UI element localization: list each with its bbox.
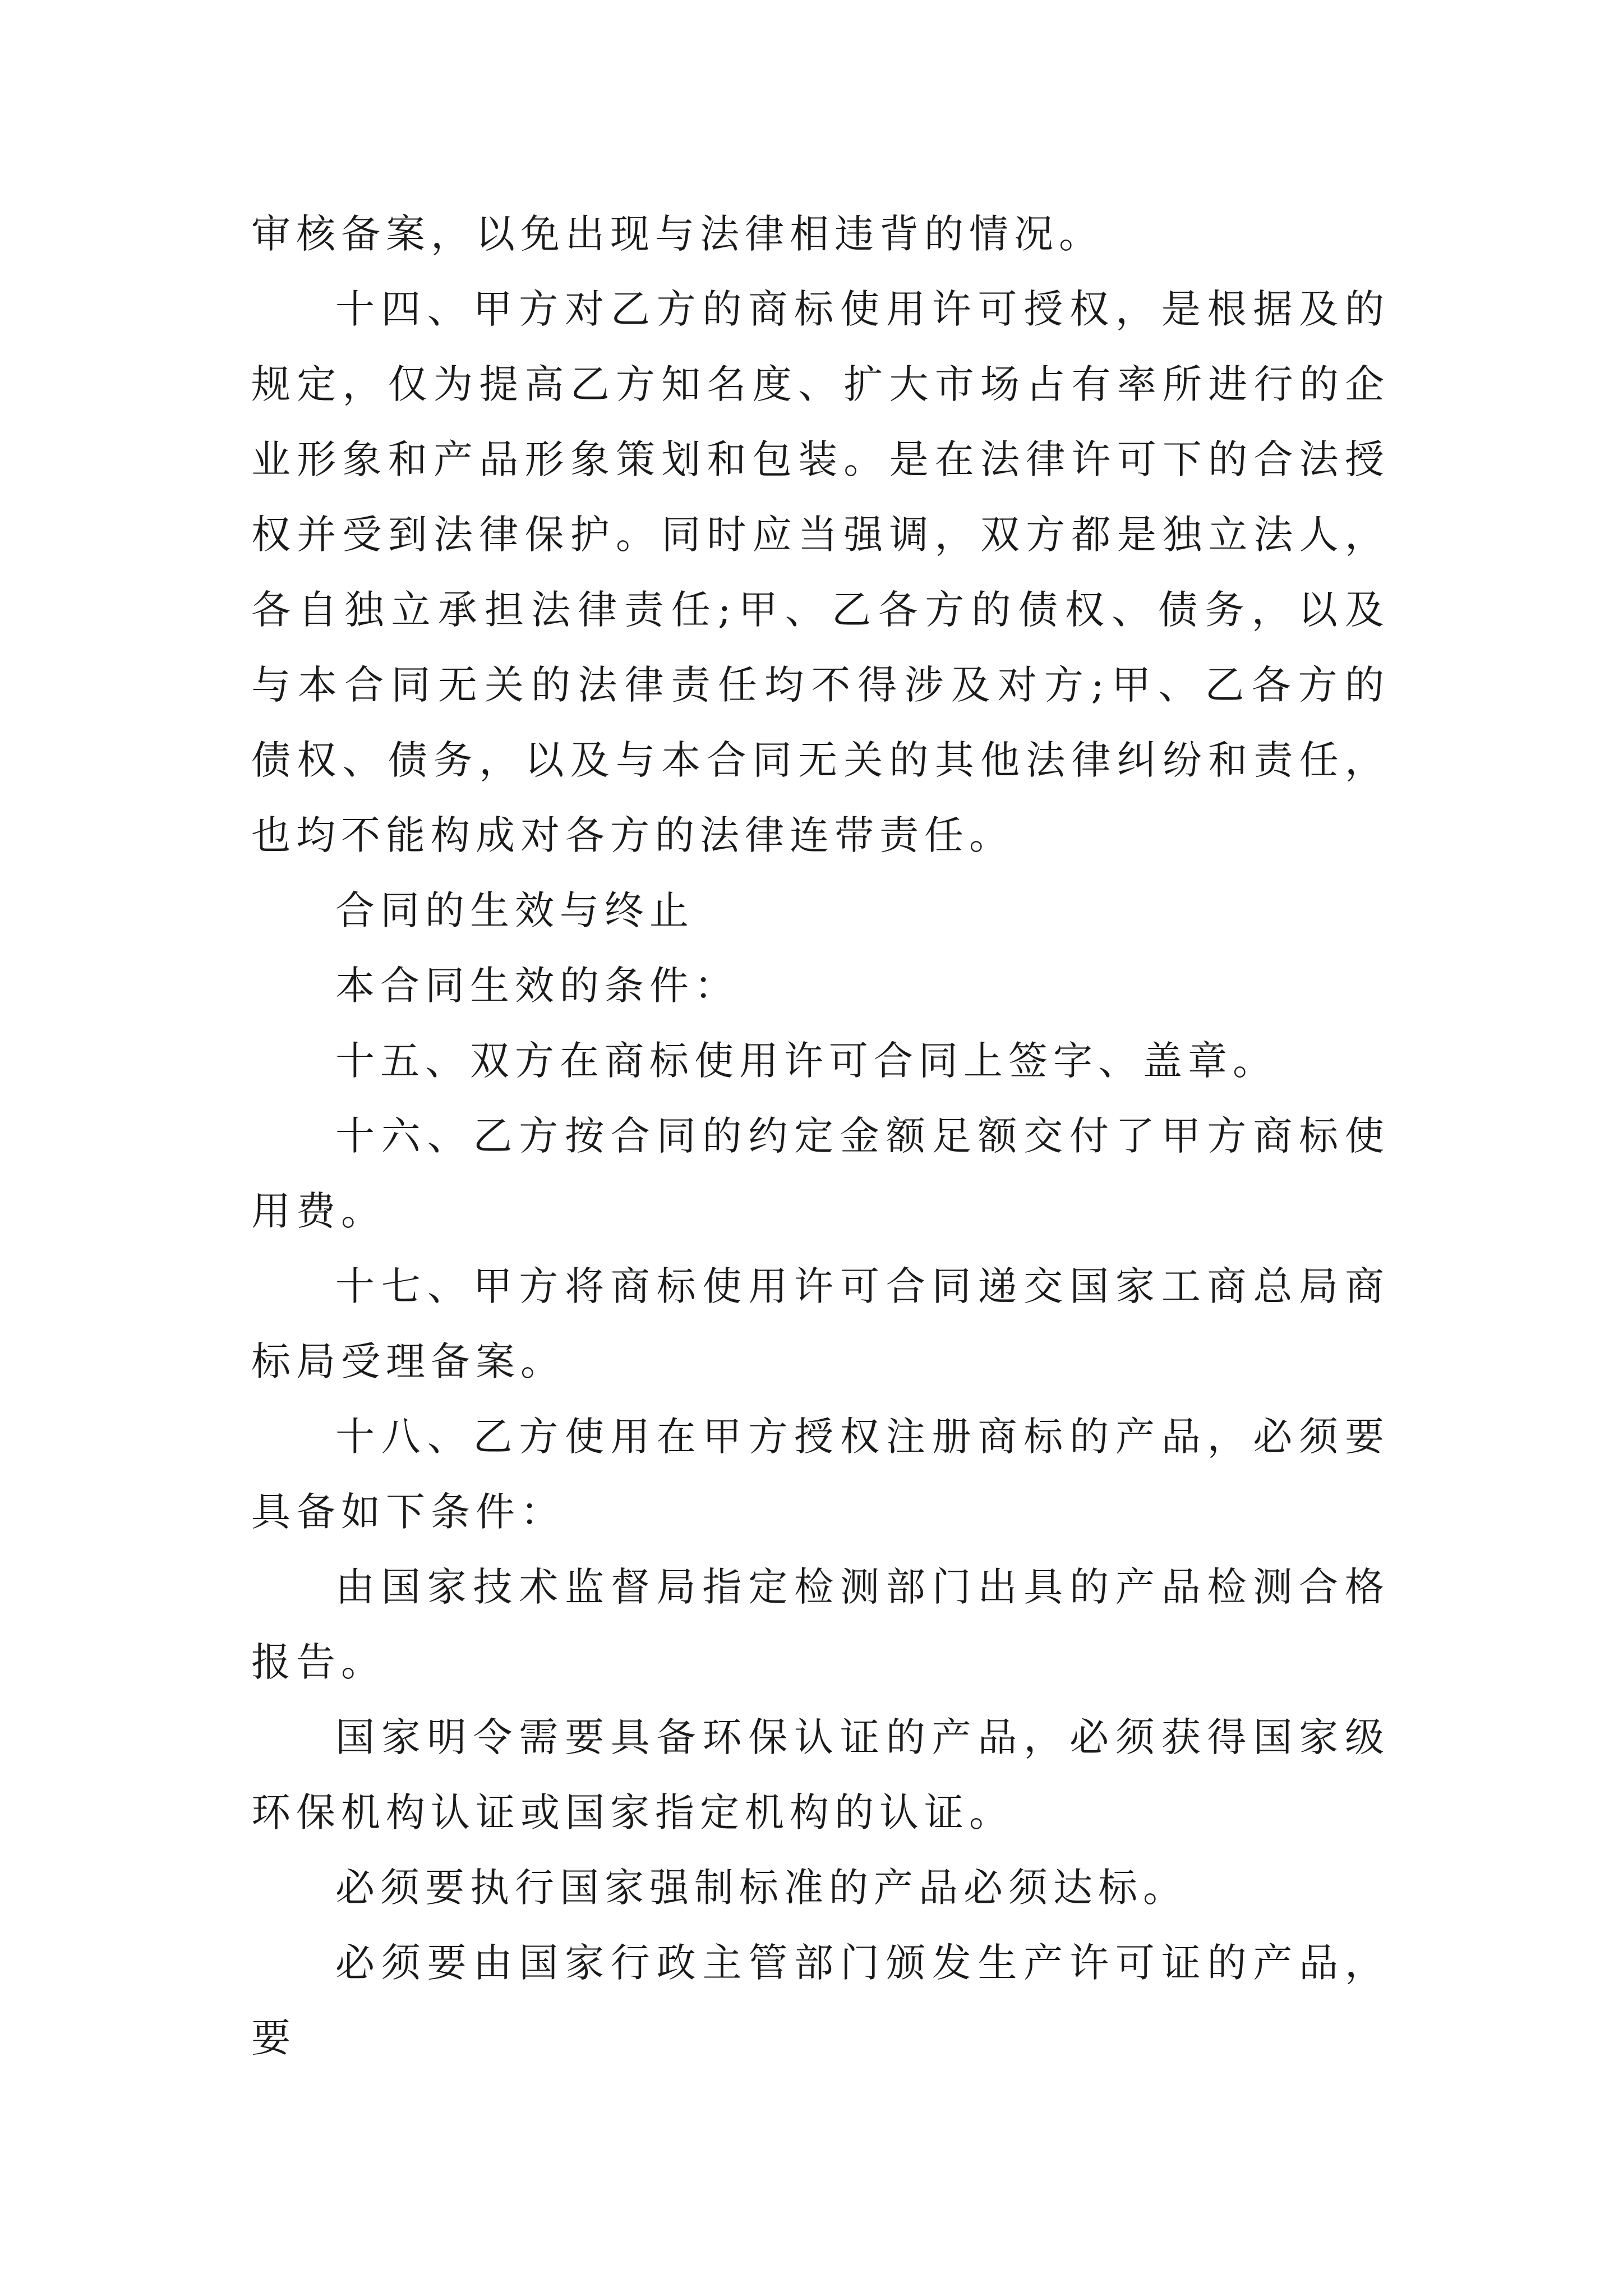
paragraph-8: 十八、乙方使用在甲方授权注册商标的产品，必须要具备如下条件： (251, 1414, 1390, 1535)
paragraph-2: 十四、甲方对乙方的商标使用许可授权，是根据及的规定，仅为提高乙方知名度、扩大市场占有率所进行的企业形象和产品形象策划和包装。是在法律许可下的合法授权并受到法律保护。同时应当强调，双方都是独立法人，各自独立承担法律责任;甲、乙各方的债权、债务，以及与本合同无关的法律责任均不得涉及对方;甲、乙各方的债权、债务，以及与本合同无关的其他法律纠纷和责任，也均不能构成对各方的法律连带责任。 (251, 286, 1390, 858)
paragraph-7: 十七、甲方将商标使用许可合同递交国家工商总局商标局受理备案。 (251, 1263, 1390, 1384)
paragraph-11: 必须要执行国家强制标准的产品必须达标。 (335, 1865, 1188, 1911)
paragraph-12: 必须要由国家行政主管部门颁发生产许可证的产品，要 (251, 1940, 1390, 2061)
document-body (251, 196, 1390, 2076)
paragraph-3: 合同的生效与终止 (335, 887, 694, 933)
paragraph-1: 审核备案，以免出现与法律相违背的情况。 (251, 211, 1104, 257)
paragraph-5: 十五、双方在商标使用许可合同上签字、盖章。 (335, 1038, 1278, 1084)
paragraph-10: 国家明令需要具备环保认证的产品，必须获得国家级环保机构认证或国家指定机构的认证。 (251, 1714, 1390, 1835)
paragraph-9: 由国家技术监督局指定检测部门出具的产品检测合格报告。 (251, 1564, 1390, 1685)
paragraph-4: 本合同生效的条件： (335, 963, 739, 1009)
paragraph-6: 十六、乙方按合同的约定金额足额交付了甲方商标使用费。 (251, 1113, 1390, 1234)
